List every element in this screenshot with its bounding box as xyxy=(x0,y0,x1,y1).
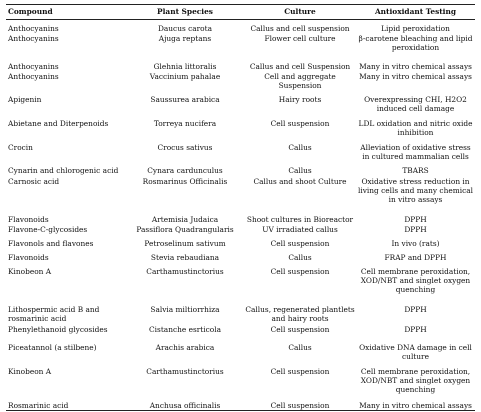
cell-compound: Kinobeon A xyxy=(8,266,52,276)
cell-culture: Shoot cultures in Bioreactor xyxy=(246,214,354,224)
cell-compound: Flavonoids xyxy=(8,252,49,262)
cell-plant-species: Daucus carota xyxy=(157,24,213,33)
table-row xyxy=(6,139,475,163)
cell-compound: Flavonoids xyxy=(8,214,49,224)
cell-culture: Callus xyxy=(288,342,312,352)
table-row xyxy=(6,72,475,90)
table-row xyxy=(6,397,475,411)
cell-compound: Abietane and Diterpenoids xyxy=(8,118,109,128)
cell-plant-species: Vaccinium pahalae xyxy=(149,71,221,81)
cell-compound: Flavone-C-glycosides xyxy=(8,224,88,234)
cell-culture: Callus, regenerated plantlets and hairy roots xyxy=(245,304,355,323)
header-plant-species: Plant Species xyxy=(126,5,244,20)
cell-culture: Cell suspension xyxy=(270,118,330,128)
table-row xyxy=(6,115,475,139)
cell-compound: Flavonols and flavones xyxy=(8,238,94,248)
table-row xyxy=(6,339,475,363)
cell-plant-species: Anchusa officinalis xyxy=(126,397,244,411)
table-body xyxy=(6,20,475,411)
cell-compound: Cynarin and chlorogenic acid xyxy=(8,165,119,175)
header-compound: Compound xyxy=(6,5,126,20)
cell-culture: Callus xyxy=(288,142,312,152)
cell-culture: Callus xyxy=(288,165,312,175)
cell-plant-species: Crocus sativus xyxy=(157,142,213,152)
cell-culture: Cell and aggregate Suspension xyxy=(264,71,336,90)
cell-plant-species: Artemisia Judaica xyxy=(151,214,219,224)
cell-antioxidant-testing: β-carotene bleaching and lipid peroxidation xyxy=(358,33,473,52)
header-row xyxy=(6,5,475,20)
cell-culture: Callus and cell Suspension xyxy=(249,61,351,71)
cell-antioxidant-testing: Oxidative DNA damage in cell culture xyxy=(359,342,472,361)
cell-antioxidant-testing: DPPH xyxy=(404,304,427,314)
cell-compound: Rosmarinic acid xyxy=(6,397,126,411)
cell-culture: Hairy roots xyxy=(278,94,322,104)
cell-plant-species: Rosmarinus Officinalis xyxy=(142,176,228,186)
cell-plant-species: Arachis arabica xyxy=(155,342,215,352)
cell-antioxidant-testing: In vivo (rats) xyxy=(391,238,440,248)
table-row xyxy=(6,90,475,115)
cell-antioxidant-testing: Alleviation of oxidative stress in cultured mammalian cells xyxy=(360,142,471,161)
cell-antioxidant-testing: Cell membrane peroxidation, XOD/NBT and singlet oxygen quenching xyxy=(360,266,471,294)
table-row xyxy=(6,225,475,239)
cell-plant-species: Petroselinum sativum xyxy=(144,238,226,248)
cell-plant-species: Cistanche esrticola xyxy=(149,324,221,334)
cell-compound: Phenylethanoid glycosides xyxy=(8,324,108,334)
cell-antioxidant-testing: Many in vitro chemical assays xyxy=(359,61,472,71)
table-row xyxy=(6,239,475,253)
cell-antioxidant-testing: Lipid peroxidation xyxy=(381,24,450,33)
cell-plant-species: Passiflora Quadrangularis xyxy=(136,224,234,234)
cell-antioxidant-testing: TBARS xyxy=(402,165,429,175)
cell-compound: Piceatannol (a stilbene) xyxy=(8,342,97,352)
cell-compound: Anthocyanins xyxy=(8,33,59,43)
cell-plant-species: Cynara cardunculus xyxy=(147,165,223,175)
cell-culture: Flower cell culture xyxy=(264,33,336,43)
cell-compound: Anthocyanins xyxy=(8,24,59,33)
header-culture: Culture xyxy=(244,5,356,20)
table-header xyxy=(6,5,475,20)
cell-compound: Kinobeon A xyxy=(8,366,52,376)
cell-antioxidant-testing: DPPH xyxy=(404,224,427,234)
cell-culture: Cell suspension xyxy=(270,366,330,376)
cell-culture: Cell suspension xyxy=(270,266,330,276)
cell-plant-species: Torreya nucifera xyxy=(153,118,217,128)
cell-culture: Callus and cell suspension xyxy=(250,24,350,33)
cell-compound: Carnosic acid xyxy=(8,176,60,186)
cell-culture: Cell suspension xyxy=(270,238,330,248)
cell-culture: Callus and shoot Culture xyxy=(253,176,347,186)
cell-antioxidant-testing: Many in vitro chemical assays xyxy=(359,71,472,81)
cell-plant-species: Stevia rebaudiana xyxy=(150,252,220,262)
table-row xyxy=(6,20,475,34)
cell-antioxidant-testing: FRAP and DPPH xyxy=(384,252,447,262)
cell-plant-species: Carthamustinctorius xyxy=(146,366,224,376)
cell-culture: Cell suspension xyxy=(244,397,356,411)
cell-plant-species: Carthamustinctorius xyxy=(146,266,224,276)
table-row xyxy=(6,58,475,72)
antioxidant-table xyxy=(6,4,475,411)
cell-compound: Apigenin xyxy=(8,94,42,104)
cell-culture: Callus xyxy=(288,252,312,262)
table-row xyxy=(6,363,475,397)
cell-culture: Cell suspension xyxy=(270,324,330,334)
table-row xyxy=(6,177,475,211)
cell-antioxidant-testing: Oxidative stress reduction in living cells and many chemical in vitro assays xyxy=(358,176,473,204)
table-row xyxy=(6,267,475,301)
cell-antioxidant-testing: LDL oxidation and nitric oxide inhibition xyxy=(358,118,473,137)
table-row xyxy=(6,163,475,177)
table-row xyxy=(6,253,475,267)
cell-antioxidant-testing: Cell membrane peroxidation, XOD/NBT and singlet oxygen quenching xyxy=(360,366,471,394)
cell-compound: Lithospermic acid B and rosmarinic acid xyxy=(8,304,100,323)
cell-antioxidant-testing: Overexpressing CHI, H2O2 induced cell damage xyxy=(364,94,467,113)
cell-plant-species: Saussurea arabica xyxy=(150,94,220,104)
header-antioxidant-testing: Antioxidant Testing xyxy=(356,5,475,20)
table-row xyxy=(6,325,475,339)
cell-compound: Crocin xyxy=(8,142,33,152)
table-row xyxy=(6,34,475,58)
cell-antioxidant-testing: Many in vitro chemical assays xyxy=(356,397,475,411)
cell-compound: Anthocyanins xyxy=(8,61,59,71)
cell-plant-species: Ajuga reptans xyxy=(158,33,212,43)
cell-culture: UV irradiated callus xyxy=(262,224,338,234)
table-row xyxy=(6,211,475,225)
cell-plant-species: Salvia miltiorrhiza xyxy=(150,304,220,314)
cell-antioxidant-testing: DPPH xyxy=(404,324,427,334)
cell-compound: Anthocyanins xyxy=(8,71,59,81)
table-row xyxy=(6,301,475,325)
cell-antioxidant-testing: DPPH xyxy=(404,214,427,224)
cell-plant-species: Glehnia littoralis xyxy=(153,61,217,71)
